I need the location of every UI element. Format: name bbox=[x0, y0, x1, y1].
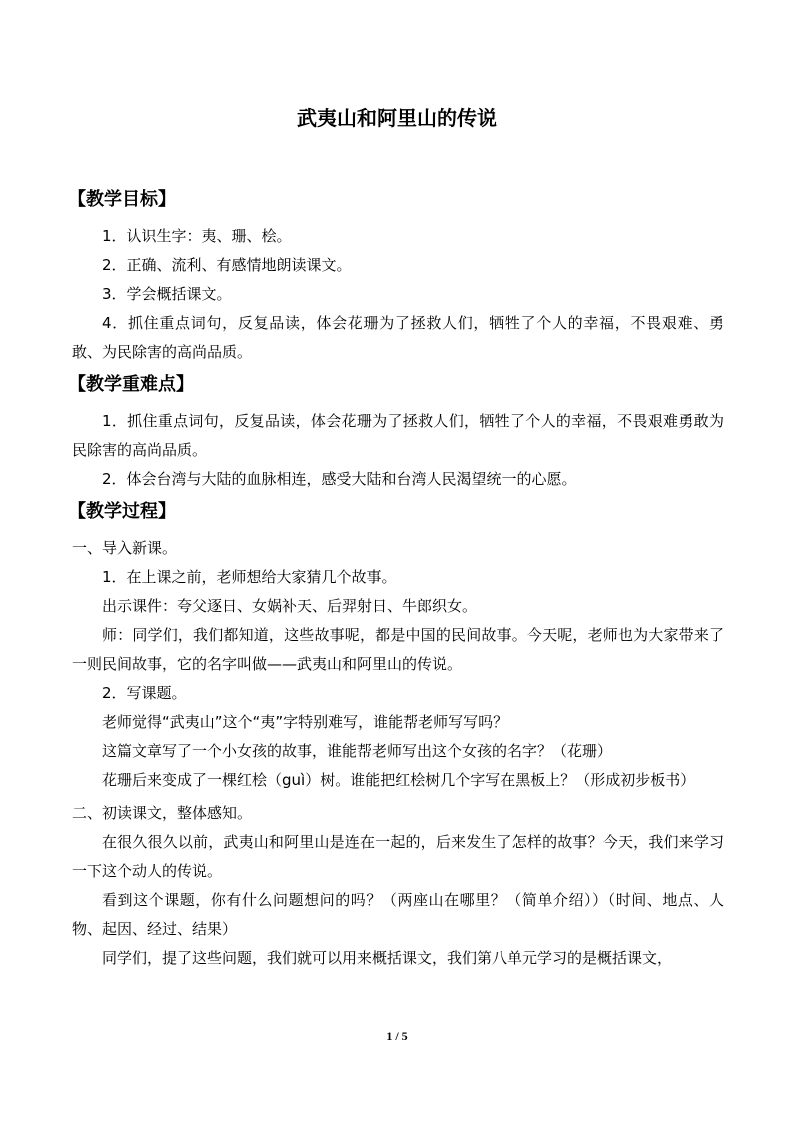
process-paragraph: 同学们，提了这些问题，我们就可以用来概括课文，我们第八单元学习的是概括课文， bbox=[102, 949, 673, 967]
document-body bbox=[68, 184, 724, 973]
process-paragraph: 在很久很久以前，武夷山和阿里山是连在一起的，后来发生了怎样的故事？今天，我们来学习一下这个动人的传说。 bbox=[72, 833, 724, 880]
process-paragraph: 老师觉得“武夷山”这个“夷”字特别难写，谁能帮老师写写吗？ bbox=[102, 713, 509, 731]
key-point-item: 2．体会台湾与大陆的血脉相连，感受大陆和台湾人民渴望统一的心愿。 bbox=[102, 470, 577, 488]
process-part-title: 一、导入新课。 bbox=[72, 539, 178, 557]
key-point-item: 1．抓住重点词句，反复品读，体会花珊为了拯救人们，牺牲了个人的幸福，不畏艰难勇敢为民除害的高尚品质。 bbox=[72, 412, 724, 459]
objective-item: 1．认识生字：夷、珊、桧。 bbox=[102, 227, 292, 245]
process-paragraph: 看到这个课题，你有什么问题想问的吗？（两座山在哪里？（简单介绍））（时间、地点、人物、起因、经过、结果） bbox=[72, 891, 724, 938]
section-heading-process: 【教学过程】 bbox=[68, 501, 176, 522]
process-paragraph: 这篇文章写了一个小女孩的故事，谁能帮老师写出这个女孩的名字？（花珊） bbox=[102, 742, 613, 760]
process-paragraph: 花珊后来变成了一棵红桧（guì）树。谁能把红桧树几个字写在黑板上？（形成初步板书） bbox=[102, 771, 696, 789]
process-part-title: 二、初读课文，整体感知。 bbox=[72, 804, 253, 822]
process-paragraph: 出示课件：夸父逐日、女娲补天、后羿射日、牛郎织女。 bbox=[102, 597, 478, 615]
section-heading-key-points: 【教学重难点】 bbox=[68, 374, 194, 395]
process-paragraph: 1．在上课之前，老师想给大家猜几个故事。 bbox=[102, 568, 397, 586]
objective-item: 3．学会概括课文。 bbox=[102, 285, 232, 303]
process-paragraph: 师：同学们，我们都知道，这些故事呢，都是中国的民间故事。今天呢，老师也为大家带来了一则民间故事，它的名字叫做——武夷山和阿里山的传说。 bbox=[72, 626, 724, 673]
objective-item: 4．抓住重点词句，反复品读，体会花珊为了拯救人们，牺牲了个人的幸福，不畏艰难、勇敢、为民除害的高尚品质。 bbox=[72, 314, 724, 361]
section-heading-objectives: 【教学目标】 bbox=[68, 189, 176, 210]
process-paragraph: 2．写课题。 bbox=[102, 684, 187, 702]
objective-item: 2．正确、流利、有感情地朗读课文。 bbox=[102, 256, 352, 274]
page-number: 1 / 5 bbox=[386, 1029, 408, 1043]
page-title: 武夷山和阿里山的传说 bbox=[297, 106, 497, 130]
